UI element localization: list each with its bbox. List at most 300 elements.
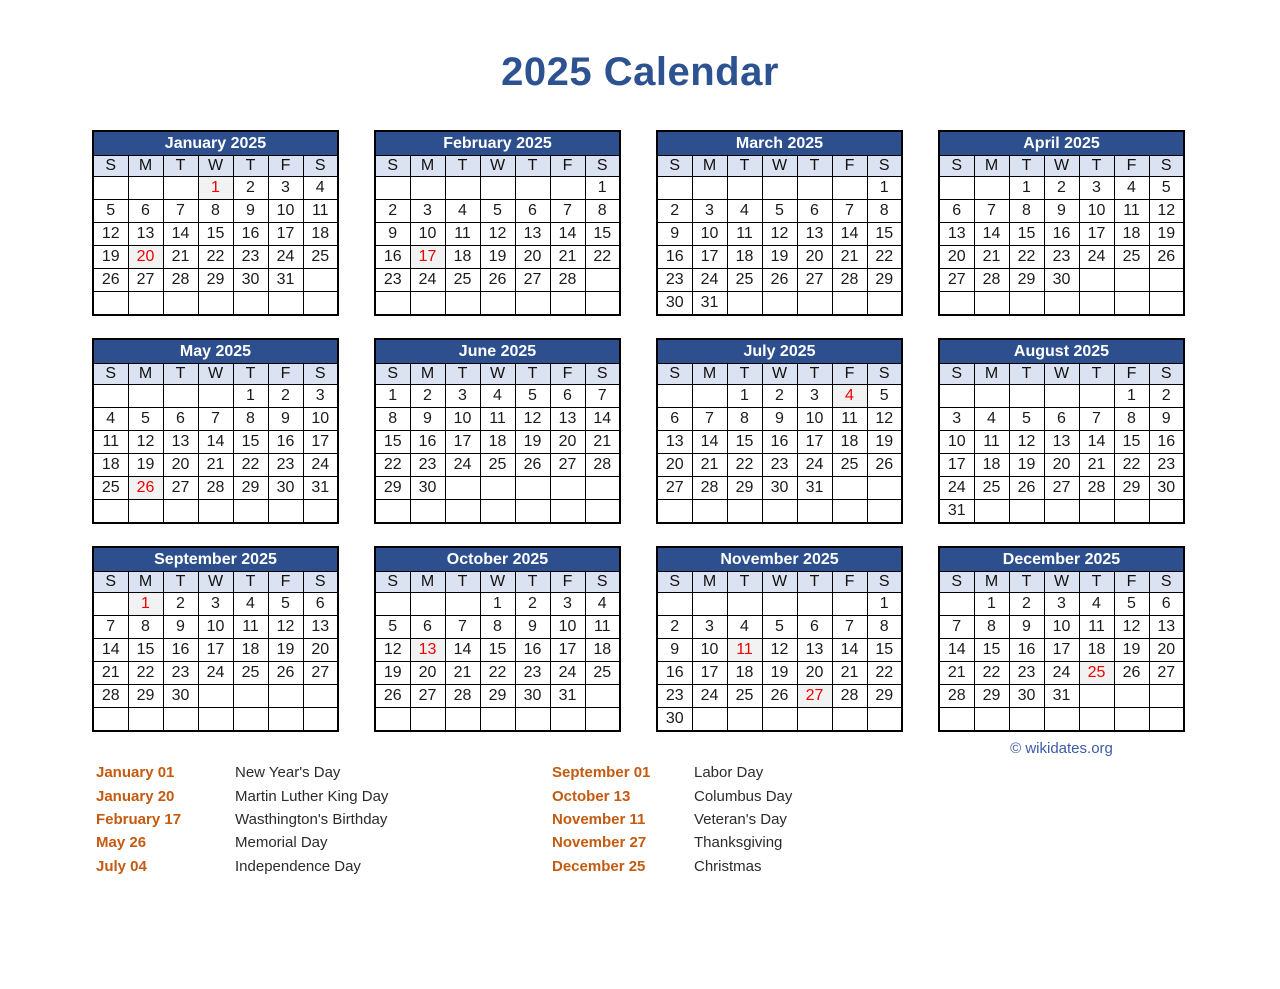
date-cell: 20: [797, 662, 832, 685]
date-cell: [93, 385, 128, 408]
day-header-cell: S: [867, 572, 902, 593]
date-cell: 7: [445, 616, 480, 639]
day-header-cell: S: [585, 572, 620, 593]
holiday-name-label: Thanksgiving: [694, 834, 783, 852]
day-header-cell: W: [480, 364, 515, 385]
day-header-cell: W: [198, 156, 233, 177]
date-cell: [797, 292, 832, 316]
date-cell: 6: [410, 616, 445, 639]
holiday-list-item: [96, 761, 388, 784]
date-cell: 16: [515, 639, 550, 662]
week-row: [375, 593, 620, 616]
date-cell: 2: [1149, 385, 1184, 408]
date-cell: 29: [974, 685, 1009, 708]
date-cell: 18: [727, 246, 762, 269]
date-cell: 27: [550, 454, 585, 477]
date-cell: 8: [867, 200, 902, 223]
week-row: [93, 477, 338, 500]
date-cell: 27: [1044, 477, 1079, 500]
date-cell: 14: [93, 639, 128, 662]
week-row: [939, 454, 1184, 477]
week-row: [657, 223, 902, 246]
date-cell: [303, 708, 338, 732]
date-cell: 19: [93, 246, 128, 269]
date-cell: 19: [762, 246, 797, 269]
day-header-cell: S: [375, 156, 410, 177]
day-header-cell: S: [375, 364, 410, 385]
date-cell: 31: [939, 500, 974, 524]
date-cell: 26: [480, 269, 515, 292]
week-row: [93, 616, 338, 639]
holiday-date-cell: 27: [797, 685, 832, 708]
date-cell: 14: [692, 431, 727, 454]
wikidates-credit-link[interactable]: © wikidates.org: [1010, 740, 1113, 757]
date-cell: 28: [93, 685, 128, 708]
day-header-cell: S: [93, 156, 128, 177]
month-calendar-august: [938, 338, 1185, 524]
date-cell: 13: [515, 223, 550, 246]
date-cell: 11: [727, 223, 762, 246]
date-cell: [939, 593, 974, 616]
date-cell: 15: [867, 639, 902, 662]
date-cell: [727, 177, 762, 200]
date-cell: 25: [480, 454, 515, 477]
day-header-cell: T: [797, 156, 832, 177]
date-cell: [867, 292, 902, 316]
date-cell: 4: [303, 177, 338, 200]
date-cell: 11: [233, 616, 268, 639]
date-cell: 4: [1114, 177, 1149, 200]
date-cell: 24: [692, 685, 727, 708]
week-row: [939, 269, 1184, 292]
date-cell: 22: [867, 246, 902, 269]
holiday-date-cell: 1: [128, 593, 163, 616]
date-cell: 22: [1009, 246, 1044, 269]
date-cell: 15: [128, 639, 163, 662]
date-cell: 19: [867, 431, 902, 454]
day-header-cell: T: [727, 572, 762, 593]
date-cell: 17: [692, 246, 727, 269]
date-cell: 19: [1114, 639, 1149, 662]
date-cell: 4: [480, 385, 515, 408]
week-row: [939, 200, 1184, 223]
date-cell: [974, 500, 1009, 524]
holiday-list-left: [96, 761, 388, 878]
date-cell: 24: [198, 662, 233, 685]
holiday-date-cell: 17: [410, 246, 445, 269]
month-calendar-may: [92, 338, 339, 524]
day-header-cell: S: [867, 364, 902, 385]
day-header-cell: S: [303, 572, 338, 593]
date-cell: 17: [550, 639, 585, 662]
date-cell: 14: [974, 223, 1009, 246]
date-cell: [410, 500, 445, 524]
date-cell: [163, 708, 198, 732]
week-row: [939, 177, 1184, 200]
date-cell: 5: [867, 385, 902, 408]
date-cell: 17: [303, 431, 338, 454]
date-cell: [797, 500, 832, 524]
date-cell: 19: [1149, 223, 1184, 246]
date-cell: [1079, 708, 1114, 732]
date-cell: 3: [198, 593, 233, 616]
date-cell: 30: [657, 292, 692, 316]
date-cell: [550, 177, 585, 200]
date-cell: [832, 708, 867, 732]
date-cell: 27: [1149, 662, 1184, 685]
date-cell: 12: [268, 616, 303, 639]
date-cell: [445, 477, 480, 500]
date-cell: 28: [198, 477, 233, 500]
week-row: [375, 708, 620, 732]
date-cell: 20: [550, 431, 585, 454]
date-cell: [1079, 269, 1114, 292]
date-cell: [1044, 500, 1079, 524]
date-cell: 3: [268, 177, 303, 200]
date-cell: [445, 708, 480, 732]
day-header-cell: F: [832, 156, 867, 177]
date-cell: 31: [1044, 685, 1079, 708]
date-cell: 18: [1114, 223, 1149, 246]
date-cell: [1044, 385, 1079, 408]
date-cell: [762, 593, 797, 616]
date-cell: 21: [832, 662, 867, 685]
date-cell: [692, 177, 727, 200]
day-header-cell: T: [727, 156, 762, 177]
week-row: [657, 593, 902, 616]
date-cell: [515, 708, 550, 732]
date-cell: 3: [550, 593, 585, 616]
date-cell: 10: [939, 431, 974, 454]
date-cell: 21: [1079, 454, 1114, 477]
date-cell: 15: [1114, 431, 1149, 454]
date-cell: 9: [410, 408, 445, 431]
date-cell: [163, 500, 198, 524]
date-cell: [375, 177, 410, 200]
date-cell: [128, 708, 163, 732]
week-row: [375, 431, 620, 454]
date-cell: 3: [692, 200, 727, 223]
date-cell: 22: [867, 662, 902, 685]
month-header: January 2025: [93, 131, 338, 156]
date-cell: 4: [233, 593, 268, 616]
date-cell: 5: [93, 200, 128, 223]
date-cell: 12: [1114, 616, 1149, 639]
date-cell: 29: [867, 685, 902, 708]
date-cell: 28: [445, 685, 480, 708]
date-cell: [550, 708, 585, 732]
date-cell: 14: [198, 431, 233, 454]
date-cell: [198, 708, 233, 732]
date-cell: 23: [163, 662, 198, 685]
date-cell: [163, 385, 198, 408]
date-cell: 11: [585, 616, 620, 639]
date-cell: 10: [303, 408, 338, 431]
date-cell: 28: [585, 454, 620, 477]
date-cell: 9: [515, 616, 550, 639]
week-row: [939, 431, 1184, 454]
day-header-cell: W: [480, 572, 515, 593]
week-row: [375, 246, 620, 269]
day-header-cell: M: [410, 572, 445, 593]
day-header-cell: S: [585, 156, 620, 177]
week-row: [93, 500, 338, 524]
holiday-date-label: November 11: [552, 810, 646, 828]
date-cell: 9: [657, 639, 692, 662]
page-title: 2025 Calendar: [501, 50, 779, 94]
date-cell: 23: [410, 454, 445, 477]
date-cell: [1079, 385, 1114, 408]
date-cell: 31: [550, 685, 585, 708]
date-cell: [233, 292, 268, 316]
date-cell: 14: [550, 223, 585, 246]
date-cell: [1149, 269, 1184, 292]
month-calendar-june: [374, 338, 621, 524]
date-cell: 2: [268, 385, 303, 408]
day-header-cell: S: [657, 156, 692, 177]
date-cell: 14: [585, 408, 620, 431]
date-cell: 13: [657, 431, 692, 454]
date-cell: 24: [1079, 246, 1114, 269]
date-cell: 28: [939, 685, 974, 708]
date-cell: 5: [375, 616, 410, 639]
date-cell: 26: [1149, 246, 1184, 269]
day-header-cell: S: [303, 156, 338, 177]
date-cell: 21: [198, 454, 233, 477]
holiday-name-label: Independence Day: [235, 857, 361, 875]
date-cell: [410, 593, 445, 616]
week-row: [93, 246, 338, 269]
date-cell: [410, 708, 445, 732]
date-cell: 24: [797, 454, 832, 477]
week-row: [939, 662, 1184, 685]
date-cell: [939, 177, 974, 200]
date-cell: 4: [445, 200, 480, 223]
date-cell: [163, 177, 198, 200]
week-row: [939, 385, 1184, 408]
holiday-date-label: May 26: [96, 834, 147, 852]
date-cell: 30: [163, 685, 198, 708]
day-header-cell: W: [1044, 572, 1079, 593]
date-cell: 7: [974, 200, 1009, 223]
date-cell: 8: [867, 616, 902, 639]
day-header-cell: W: [198, 572, 233, 593]
date-cell: [480, 477, 515, 500]
date-cell: 30: [657, 708, 692, 732]
date-cell: 1: [585, 177, 620, 200]
day-header-cell: F: [268, 156, 303, 177]
date-cell: [303, 292, 338, 316]
date-cell: 29: [1114, 477, 1149, 500]
date-cell: [1009, 385, 1044, 408]
date-cell: 25: [233, 662, 268, 685]
day-header-cell: T: [1009, 572, 1044, 593]
date-cell: [762, 500, 797, 524]
date-cell: 10: [1079, 200, 1114, 223]
day-header-cell: F: [1114, 364, 1149, 385]
date-cell: 23: [1009, 662, 1044, 685]
date-cell: 9: [1009, 616, 1044, 639]
week-row: [657, 639, 902, 662]
date-cell: [268, 292, 303, 316]
date-cell: 7: [692, 408, 727, 431]
date-cell: 5: [268, 593, 303, 616]
date-cell: 7: [585, 385, 620, 408]
date-cell: 22: [974, 662, 1009, 685]
date-cell: 2: [657, 616, 692, 639]
month-header: August 2025: [939, 339, 1184, 364]
date-cell: 29: [1009, 269, 1044, 292]
week-row: [657, 477, 902, 500]
date-cell: 3: [797, 385, 832, 408]
day-header-cell: T: [727, 364, 762, 385]
day-header-cell: T: [445, 364, 480, 385]
day-header-cell: S: [93, 364, 128, 385]
week-row: [93, 662, 338, 685]
date-cell: 11: [93, 431, 128, 454]
date-cell: 25: [974, 477, 1009, 500]
date-cell: 18: [974, 454, 1009, 477]
date-cell: 13: [1044, 431, 1079, 454]
date-cell: 16: [268, 431, 303, 454]
date-cell: 19: [375, 662, 410, 685]
holiday-list-item: [96, 808, 388, 831]
day-header-cell: F: [1114, 156, 1149, 177]
day-header-cell: S: [585, 364, 620, 385]
month-header: November 2025: [657, 547, 902, 572]
date-cell: 11: [1114, 200, 1149, 223]
date-cell: [832, 292, 867, 316]
date-cell: [375, 593, 410, 616]
date-cell: 23: [657, 685, 692, 708]
day-header-cell: S: [939, 572, 974, 593]
date-cell: [1114, 708, 1149, 732]
date-cell: 10: [797, 408, 832, 431]
date-cell: [268, 685, 303, 708]
day-header-cell: T: [1009, 364, 1044, 385]
month-calendar-april: [938, 130, 1185, 316]
date-cell: 10: [550, 616, 585, 639]
date-cell: 6: [550, 385, 585, 408]
holiday-date-label: July 04: [96, 857, 147, 875]
date-cell: [974, 177, 1009, 200]
date-cell: [93, 593, 128, 616]
holiday-date-label: January 01: [96, 764, 175, 782]
date-cell: [445, 593, 480, 616]
week-row: [375, 454, 620, 477]
date-cell: [585, 500, 620, 524]
date-cell: 6: [303, 593, 338, 616]
date-cell: 15: [198, 223, 233, 246]
week-row: [93, 708, 338, 732]
month-header: September 2025: [93, 547, 338, 572]
holiday-list-item: [96, 831, 388, 854]
date-cell: [515, 477, 550, 500]
date-cell: [410, 292, 445, 316]
month-header: February 2025: [375, 131, 620, 156]
date-cell: 30: [268, 477, 303, 500]
date-cell: 20: [163, 454, 198, 477]
date-cell: [692, 500, 727, 524]
date-cell: [727, 593, 762, 616]
date-cell: 10: [445, 408, 480, 431]
date-cell: 27: [128, 269, 163, 292]
month-calendar-march: [656, 130, 903, 316]
date-cell: 17: [1044, 639, 1079, 662]
date-cell: [198, 685, 233, 708]
holiday-list-item: [552, 855, 792, 878]
holiday-date-label: November 27: [552, 834, 647, 852]
date-cell: [128, 292, 163, 316]
week-row: [939, 223, 1184, 246]
date-cell: 23: [268, 454, 303, 477]
week-row: [375, 200, 620, 223]
holiday-date-label: September 01: [552, 764, 651, 782]
date-cell: 15: [233, 431, 268, 454]
date-cell: 15: [727, 431, 762, 454]
date-cell: 7: [550, 200, 585, 223]
date-cell: 9: [233, 200, 268, 223]
date-cell: [163, 292, 198, 316]
holiday-date-cell: 4: [832, 385, 867, 408]
day-header-cell: T: [233, 364, 268, 385]
date-cell: 23: [1044, 246, 1079, 269]
date-cell: 2: [1044, 177, 1079, 200]
date-cell: 24: [692, 269, 727, 292]
holiday-name-label: Wasthington's Birthday: [235, 810, 388, 828]
date-cell: 5: [480, 200, 515, 223]
month-calendar-october: [374, 546, 621, 732]
date-cell: [233, 685, 268, 708]
day-header-cell: M: [692, 156, 727, 177]
date-cell: [585, 708, 620, 732]
date-cell: [1009, 500, 1044, 524]
day-header-cell: T: [515, 572, 550, 593]
date-cell: 2: [410, 385, 445, 408]
date-cell: 22: [198, 246, 233, 269]
date-cell: [268, 500, 303, 524]
date-cell: 18: [233, 639, 268, 662]
date-cell: 13: [550, 408, 585, 431]
date-cell: [128, 385, 163, 408]
date-cell: 1: [727, 385, 762, 408]
date-cell: [762, 292, 797, 316]
date-cell: 6: [1149, 593, 1184, 616]
week-row: [375, 662, 620, 685]
date-cell: 13: [1149, 616, 1184, 639]
week-row: [657, 292, 902, 316]
week-row: [939, 639, 1184, 662]
day-header-cell: M: [974, 156, 1009, 177]
day-header-cell: T: [1009, 156, 1044, 177]
date-cell: 20: [1149, 639, 1184, 662]
date-cell: 21: [974, 246, 1009, 269]
week-row: [375, 616, 620, 639]
date-cell: 22: [480, 662, 515, 685]
date-cell: 19: [515, 431, 550, 454]
date-cell: [375, 500, 410, 524]
week-row: [657, 454, 902, 477]
week-row: [657, 708, 902, 732]
date-cell: [550, 500, 585, 524]
date-cell: 29: [128, 685, 163, 708]
date-cell: 9: [762, 408, 797, 431]
date-cell: 13: [797, 639, 832, 662]
date-cell: [1044, 708, 1079, 732]
day-header-cell: S: [657, 572, 692, 593]
date-cell: 27: [303, 662, 338, 685]
date-cell: 12: [762, 639, 797, 662]
